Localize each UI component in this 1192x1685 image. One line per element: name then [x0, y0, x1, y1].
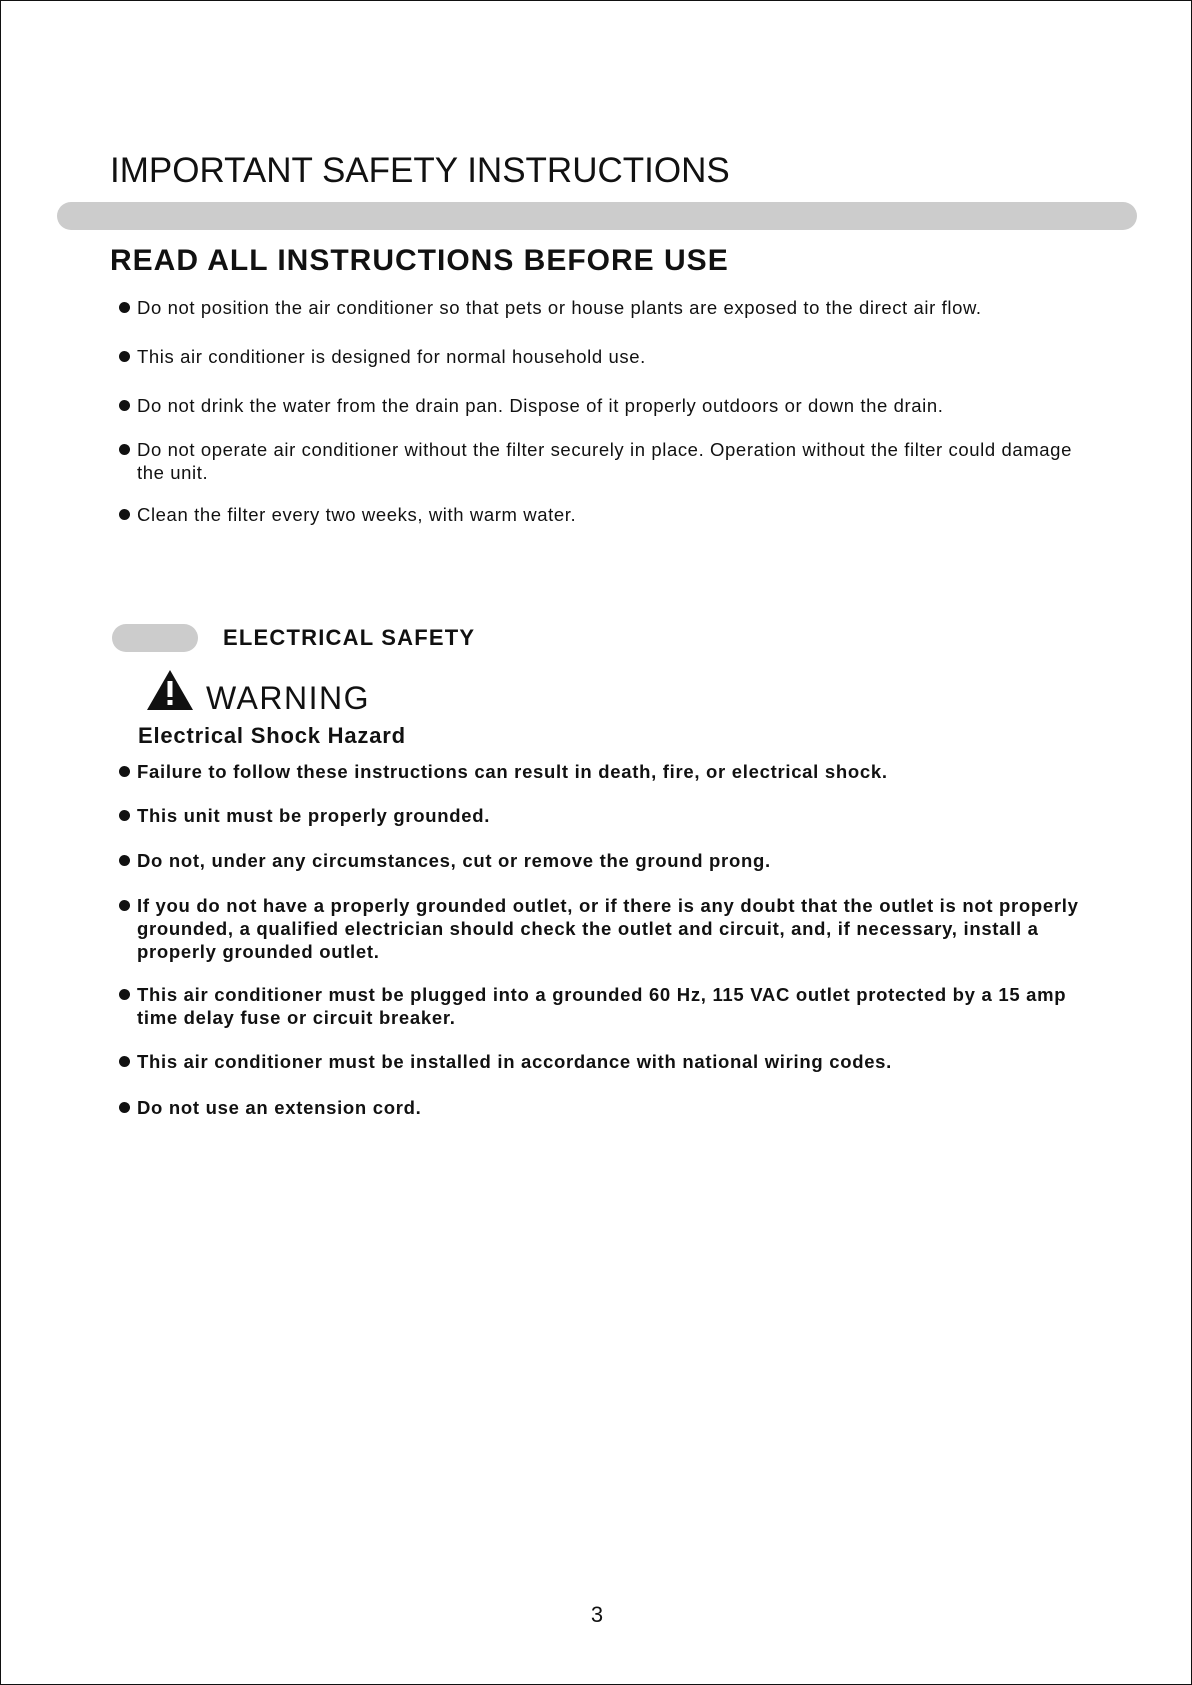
list-item-text: If you do not have a properly grounded outlet, or if there is any doubt that the outlet is not properly grounded, a qualified electrician should check the outlet and circuit, and, if necessary, install a properly grounded outlet. — [137, 895, 1079, 962]
bullet-icon — [119, 400, 130, 411]
bullet-icon — [119, 351, 130, 362]
list-item — [119, 438, 1099, 484]
list-item — [119, 849, 1099, 872]
list-item — [119, 1050, 1099, 1073]
list-item-text: This air conditioner must be plugged into a grounded 60 Hz, 115 VAC outlet protected by a 15 amp time delay fuse or circuit breaker. — [137, 984, 1067, 1028]
list-item-text: Clean the filter every two weeks, with warm water. — [137, 504, 577, 525]
list-item — [119, 503, 1099, 526]
bullet-icon — [119, 900, 130, 911]
list-item — [119, 894, 1099, 963]
section-marker-pill — [112, 624, 198, 652]
warning-label: WARNING — [206, 680, 370, 716]
list-item-text: Do not, under any circumstances, cut or remove the ground prong. — [137, 850, 771, 871]
section-title: READ ALL INSTRUCTIONS BEFORE USE — [110, 244, 729, 277]
page-title: IMPORTANT SAFETY INSTRUCTIONS — [110, 151, 730, 190]
hazard-title: Electrical Shock Hazard — [138, 723, 406, 748]
list-item — [119, 1096, 1099, 1119]
bullet-icon — [119, 1102, 130, 1113]
list-item-text: Failure to follow these instructions can result in death, fire, or electrical shock. — [137, 761, 888, 782]
list-item — [119, 345, 1099, 368]
list-item-text: This air conditioner is designed for normal household use. — [137, 346, 646, 367]
page-number: 3 — [590, 1602, 604, 1627]
list-item-text: This unit must be properly grounded. — [137, 805, 491, 826]
electrical-safety-title: ELECTRICAL SAFETY — [223, 625, 476, 650]
bullet-icon — [119, 810, 130, 821]
title-divider-bar — [57, 202, 1137, 230]
bullet-icon — [119, 302, 130, 313]
list-item — [119, 760, 1099, 783]
bullet-icon — [119, 989, 130, 1000]
list-item — [119, 983, 1099, 1029]
bullet-icon — [119, 509, 130, 520]
list-item-text: This air conditioner must be installed in accordance with national wiring codes. — [137, 1051, 893, 1072]
warning-triangle-icon — [146, 669, 194, 711]
list-item-text: Do not position the air conditioner so that pets or house plants are exposed to the direct air flow. — [137, 297, 982, 318]
bullet-icon — [119, 855, 130, 866]
bullet-icon — [119, 444, 130, 455]
list-item — [119, 394, 1099, 417]
list-item-text: Do not use an extension cord. — [137, 1097, 422, 1118]
list-item-text: Do not operate air conditioner without the filter securely in place. Operation without the filter could damage the unit. — [137, 439, 1072, 483]
list-item — [119, 804, 1099, 827]
list-item — [119, 296, 1099, 319]
bullet-icon — [119, 766, 130, 777]
bullet-icon — [119, 1056, 130, 1067]
list-item-text: Do not drink the water from the drain pan. Dispose of it properly outdoors or down the drain. — [137, 395, 944, 416]
